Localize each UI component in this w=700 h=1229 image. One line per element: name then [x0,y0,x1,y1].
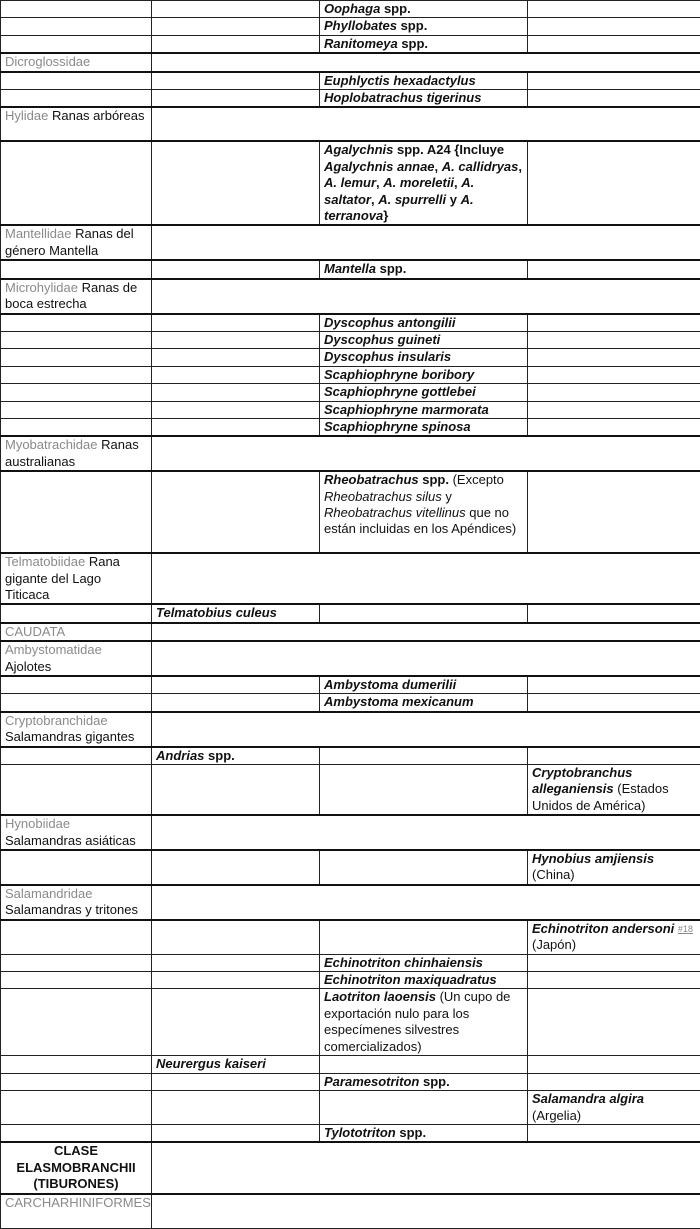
empty-cell [1,331,152,348]
species-row [1,1056,700,1073]
empty-cell [1,920,152,954]
empty-cell [152,694,320,712]
empty-cell [152,349,320,366]
species-row [1,18,700,35]
species-row [1,366,700,383]
cell-text: Ambystoma dumerilii [324,677,456,692]
cell-text: CLASE ELASMOBRANCHII (TIBURONES) [16,1143,135,1191]
cell-text: A. callidryas [442,159,519,174]
cell-text: Dyscophus antongilii [324,315,455,330]
species-row [1,418,700,436]
cell-text: Hynobius amjiensis [532,851,654,866]
empty-cell [152,623,700,641]
cell-text: spp. [376,261,406,276]
empty-cell [1,314,152,332]
empty-cell [1,747,152,765]
cell-text: Laotriton laoensis [324,989,436,1004]
appendix-i-cell [152,1056,320,1073]
cell-text: spp. [398,36,428,51]
empty-cell [1,349,152,366]
cell-text: Scaphiophryne marmorata [324,402,489,417]
cell-text: Ambystoma mexicanum [324,694,474,709]
cell-text: Scaphiophryne spinosa [324,419,471,434]
cell-text: Cryptobranchus alleganiensis [532,765,632,796]
cell-text: A. terranova [324,192,474,223]
empty-cell [528,1056,700,1073]
cell-text: , [371,192,378,207]
empty-cell [1,72,152,90]
appendix-ii-cell [320,314,528,332]
appendix-iii-cell [528,920,700,954]
species-row [1,676,700,694]
appendix-ii-cell [320,676,528,694]
empty-cell [528,384,700,401]
cell-text: , [454,175,461,190]
cell-text: , [376,175,383,190]
taxon-name: Hynobiidae [5,816,70,831]
taxon-name: Myobatrachidae [5,437,98,452]
species-row [1,384,700,401]
cell-text: Ranas del género Mantella [5,226,134,257]
empty-cell [152,141,320,225]
appendix-ii-cell [320,1,528,18]
empty-cell [152,1073,320,1090]
empty-cell [152,1091,320,1125]
appendix-ii-cell [320,141,528,225]
species-row [1,747,700,765]
species-row [1,989,700,1056]
empty-cell [528,18,700,35]
species-row [1,35,700,53]
taxon-name: Cryptobranchidae [5,713,108,728]
species-row [1,72,700,90]
table-body [1,1,700,1229]
empty-cell [528,314,700,332]
cell-text: spp. [397,18,427,33]
cell-text: Rheobatrachus [324,472,419,487]
empty-cell [152,1124,320,1142]
taxon-cell [1,553,152,604]
family-row [1,885,700,920]
species-row [1,1091,700,1125]
cell-text: (Un cupo de exportación nulo para los especímenes silvestres comercializados) [324,989,510,1053]
family-row [1,815,700,850]
cell-text: (Japón) [532,937,576,952]
cell-text: Hoplobatrachus tigerinus [324,90,481,105]
species-row [1,1073,700,1090]
species-row [1,349,700,366]
empty-cell [528,1073,700,1090]
empty-cell [1,850,152,885]
taxon-cell [1,712,152,747]
cell-text: Echinotriton maxiquadratus [324,972,497,987]
cell-text: Salamandras asiáticas [5,833,136,848]
appendix-ii-cell [320,260,528,278]
empty-cell [1,418,152,436]
cell-text: Euphlyctis hexadactylus [324,73,476,88]
cell-text: , [435,159,442,174]
empty-cell [1,1056,152,1073]
cell-text: Neurergus kaiseri [156,1056,266,1071]
taxon-cell [1,815,152,850]
cell-text: Agalychnis [324,142,393,157]
cell-text: Rheobatrachus vitellinus [324,505,466,520]
cell-text: y [442,489,452,504]
cell-text: spp. [419,1074,449,1089]
taxon-cell [1,53,152,71]
cell-text: spp. [204,748,234,763]
empty-cell [1,765,152,816]
taxon-name: Salamandridae [5,886,92,901]
empty-cell [152,260,320,278]
cell-text: Scaphiophryne gottlebei [324,384,476,399]
empty-cell [152,314,320,332]
appendix-iii-cell [528,850,700,885]
empty-cell [528,747,700,765]
cell-text: Ranas australianas [5,437,139,468]
empty-cell [152,1,320,18]
species-row [1,604,700,622]
cell-text: y [446,192,460,207]
family-row [1,225,700,260]
empty-cell [152,331,320,348]
appendix-ii-cell [320,401,528,418]
empty-cell [152,850,320,885]
empty-cell [152,279,700,314]
empty-cell [320,604,528,622]
cell-text: Echinotriton andersoni [532,921,674,936]
appendix-ii-cell [320,18,528,35]
taxon-name: Microhylidae [5,280,78,295]
empty-cell [152,971,320,988]
empty-cell [528,260,700,278]
empty-cell [1,989,152,1056]
cell-text: (Excepto [449,472,504,487]
empty-cell [528,349,700,366]
empty-cell [1,971,152,988]
cell-text: Rheobatrachus silus [324,489,442,504]
empty-cell [528,72,700,90]
taxon-cell [1,641,152,676]
empty-cell [528,471,700,553]
cell-text: Rana gigante del Lago Titicaca [5,554,120,602]
taxon-cell [1,279,152,314]
taxon-cell [1,623,152,641]
empty-cell [1,694,152,712]
empty-cell [1,604,152,622]
empty-cell [152,815,700,850]
cell-text: , [518,159,522,174]
taxon-name: Hylidae [5,108,48,123]
species-row [1,314,700,332]
species-row [1,331,700,348]
family-row [1,553,700,604]
empty-cell [528,418,700,436]
taxon-name: CARCHARHINIFORMES [5,1195,151,1210]
empty-cell [152,676,320,694]
cell-text: Paramesotriton [324,1074,419,1089]
family-row [1,1194,700,1229]
empty-cell [152,35,320,53]
appendix-ii-cell [320,384,528,401]
species-row [1,694,700,712]
species-row [1,260,700,278]
taxon-cell [1,107,152,141]
empty-cell [528,954,700,971]
empty-cell [152,712,700,747]
cell-text: Salamandras gigantes [5,729,134,744]
cell-text: Phyllobates [324,18,397,33]
empty-cell [1,260,152,278]
cell-text: (Argelia) [532,1108,581,1123]
empty-cell [152,107,700,141]
taxon-cell [1,1142,152,1193]
cell-text: Salamandras y tritones [5,902,138,917]
cell-text: Ranas de boca estrecha [5,280,137,311]
cell-text: A. moreletii [383,175,454,190]
species-row [1,471,700,553]
empty-cell [152,225,700,260]
empty-cell [152,18,320,35]
empty-cell [528,141,700,225]
empty-cell [152,436,700,471]
empty-cell [320,1091,528,1125]
appendix-ii-cell [320,989,528,1056]
appendix-ii-cell [320,349,528,366]
species-row [1,850,700,885]
cell-text: Dyscophus insularis [324,349,451,364]
empty-cell [152,1194,700,1229]
species-row [1,954,700,971]
appendix-ii-cell [320,418,528,436]
empty-cell [528,35,700,53]
empty-cell [1,1124,152,1142]
cell-text: Ajolotes [5,659,51,674]
empty-cell [528,676,700,694]
empty-cell [1,35,152,53]
empty-cell [528,331,700,348]
empty-cell [320,765,528,816]
taxon-name: Ambystomatidae [5,642,102,657]
taxon-cell [1,1194,152,1229]
empty-cell [1,384,152,401]
empty-cell [528,1124,700,1142]
empty-cell [528,989,700,1056]
cell-text: Oophaga [324,1,380,16]
cell-text: A. lemur [324,175,376,190]
appendix-ii-cell [320,1073,528,1090]
family-row [1,623,700,641]
family-row [1,107,700,141]
species-row [1,401,700,418]
cell-text: Dyscophus guineti [324,332,440,347]
empty-cell [152,1142,700,1193]
empty-cell [152,885,700,920]
cell-text: Scaphiophryne boribory [324,367,474,382]
empty-cell [1,90,152,108]
empty-cell [152,471,320,553]
cell-text: A. spurrelli [378,192,446,207]
appendix-ii-cell [320,1124,528,1142]
empty-cell [152,553,700,604]
cell-text: spp. [380,1,410,16]
family-row [1,53,700,71]
cell-text: Mantella [324,261,376,276]
cell-text: spp. A24 {Incluye [393,142,504,157]
appendix-ii-cell [320,35,528,53]
family-row [1,712,700,747]
taxon-cell [1,885,152,920]
appendix-ii-cell [320,72,528,90]
appendix-iii-cell [528,765,700,816]
cell-text: Telmatobius culeus [156,605,277,620]
empty-cell [1,954,152,971]
cell-text: Echinotriton chinhaiensis [324,955,483,970]
appendix-ii-cell [320,90,528,108]
empty-cell [1,366,152,383]
empty-cell [320,850,528,885]
empty-cell [528,401,700,418]
empty-cell [1,1073,152,1090]
empty-cell [152,53,700,71]
empty-cell [152,366,320,383]
taxon-name: Dicroglossidae [5,54,90,69]
empty-cell [528,1,700,18]
appendix-iii-cell [528,1091,700,1125]
family-row [1,436,700,471]
empty-cell [528,694,700,712]
family-row [1,279,700,314]
cell-text: A. saltator [324,175,474,206]
empty-cell [528,604,700,622]
empty-cell [152,401,320,418]
footnote-link[interactable]: #18 [678,924,693,934]
cell-text: (Estados Unidos de América) [532,781,669,812]
cell-text: Ranitomeya [324,36,398,51]
cell-text: Tylototriton [324,1125,396,1140]
cell-text: Andrias [156,748,204,763]
empty-cell [1,141,152,225]
empty-cell [1,471,152,553]
species-row [1,1,700,18]
empty-cell [1,1091,152,1125]
empty-cell [152,954,320,971]
empty-cell [152,920,320,954]
species-row [1,90,700,108]
appendix-ii-cell [320,694,528,712]
cell-text: spp. [419,472,449,487]
species-row [1,971,700,988]
cell-text: } [383,208,388,223]
species-row [1,141,700,225]
empty-cell [1,676,152,694]
appendix-i-cell [152,747,320,765]
appendix-ii-cell [320,954,528,971]
empty-cell [152,989,320,1056]
empty-cell [528,971,700,988]
empty-cell [528,90,700,108]
empty-cell [152,90,320,108]
taxon-name: Telmatobiidae [5,554,85,569]
cell-text: spp. [396,1125,426,1140]
taxon-name: Mantellidae [5,226,72,241]
cell-text: (China) [532,867,575,882]
cell-text: Ranas arbóreas [48,108,144,123]
appendix-ii-cell [320,331,528,348]
empty-cell [152,384,320,401]
taxon-cell [1,225,152,260]
empty-cell [320,1056,528,1073]
appendix-ii-cell [320,366,528,383]
empty-cell [320,920,528,954]
empty-cell [1,401,152,418]
taxon-cell [1,436,152,471]
cell-text: que no están incluidas en los Apéndices) [324,505,516,536]
family-row [1,641,700,676]
empty-cell [1,18,152,35]
appendix-i-cell [152,604,320,622]
empty-cell [152,765,320,816]
empty-cell [1,1,152,18]
empty-cell [528,366,700,383]
taxon-name: CAUDATA [5,624,65,639]
appendix-ii-cell [320,971,528,988]
empty-cell [152,641,700,676]
species-row [1,765,700,816]
empty-cell [152,418,320,436]
class-row [1,1142,700,1193]
species-row [1,1124,700,1142]
appendix-ii-cell [320,471,528,553]
cell-text: Salamandra algira [532,1091,644,1106]
cell-text: Agalychnis annae [324,159,435,174]
empty-cell [320,747,528,765]
empty-cell [152,72,320,90]
species-row [1,920,700,954]
